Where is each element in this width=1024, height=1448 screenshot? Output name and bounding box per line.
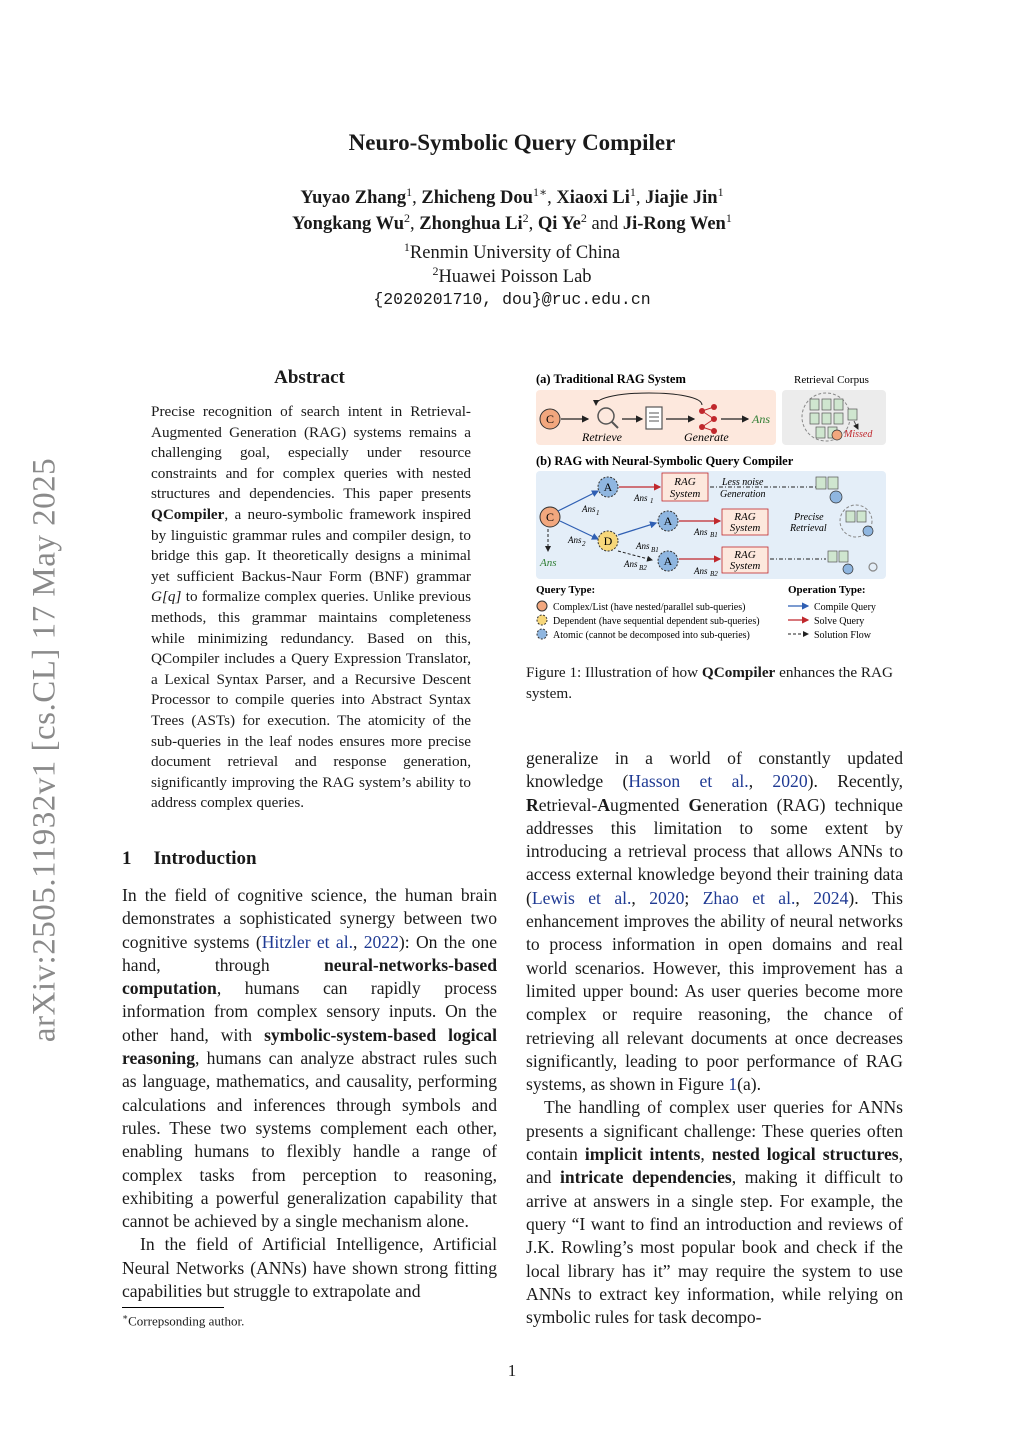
author-name: Qi Ye [537, 214, 581, 234]
citation-link[interactable]: 2020 [772, 771, 808, 792]
svg-text:Generation: Generation [720, 489, 766, 500]
answer-label: Ans [752, 412, 770, 426]
authors-line-2: Yongkang Wu$^2$, Zhonghua Li$^2$, Qi Ye$^2$ and Ji-Rong Wen$^1$ [292, 210, 732, 234]
intro-paragraph-1: In the field of cognitive science, the human brain demonstrates a sophisticated synergy between two cognitive systems (Hitzler et al., 2022): On the one hand, through neural-networks-based computation, humans can rapidly process information from complex sensory inputs. On the other hand, with symbolic-system-based logical reasoning, humans can analyze abstract rules such as language, mathematics, and causality, performing calculations and inferences through symbols and rules. These two systems complement each other, enabling humans to flexibly handle a range of complex tasks from perception to reasoning, exhibiting a powerful generalization capability that cannot be achieved by a single mechanism alone. [122, 885, 497, 1232]
authors-line-1: Yuyao Zhang$^1$, Zhicheng Dou$^{1∗}$, Xiaoxi Li$^1$, Jiajie Jin$^1$ [300, 184, 724, 208]
svg-text:Ans: Ans [636, 541, 650, 551]
svg-text:Retrieval: Retrieval [790, 523, 827, 534]
retrieval-corpus-label: Retrieval Corpus [794, 374, 869, 386]
legend-solve: Solve Query [814, 616, 865, 627]
author-name: Xiaoxi Li [556, 188, 630, 208]
legend-flow: Solution Flow [814, 630, 871, 641]
author-email: {2020201710, dou}@ruc.edu.cn [373, 290, 651, 309]
legend-dependent: Dependent (have sequential dependent sub-queries) [553, 616, 760, 627]
svg-text:B2: B2 [639, 564, 647, 572]
section-heading-introduction: 1 Introduction [122, 848, 257, 869]
node-label: C [545, 412, 555, 426]
figure-1-diagram [526, 369, 906, 644]
abstract-heading: Abstract [274, 367, 345, 388]
citation-link[interactable]: 2024 [813, 887, 849, 908]
arxiv-identifier: arXiv:2505.11932v1 [cs.CL] 17 May 2025 [26, 457, 63, 1043]
right-paragraph-2: The handling of complex user queries for ANNs presents a significant challenge: These queries often contain implicit intents, nested logical structures, and intricate dependencies, making it difficult to arrive at answers in a single step. For example, the query “I want to find an introduction and reviews of J.K. Rowling’s most popular book and check if the local library has it” may require the system to use ANNs to extract key information, while relying on symbolic rules for task decompo- [526, 1097, 904, 1328]
intro-left-column [122, 884, 497, 1303]
svg-text:A: A [663, 514, 673, 528]
abstract-body: Precise recognition of search intent in Retrieval-Augmented Generation (RAG) systems remains a challenging goal, especially under resource constraints and for complex queries with nested structures and dependencies. This paper presents QCompiler, a neuro-symbolic framework inspired by linguistic grammar rules and compiler design, to bridge this gap. It theoretically designs a minimal yet sufficient Backus-Naur Form (BNF) grammar G[q] to formalize complex queries. Unlike previous methods, this grammar maintains completeness while minimizing redundancy. Based on this, QCompiler includes a Query Expression Translator, a Lexical Syntax Parser, and a Recursive Descent Processor to compile queries into Abstract Syntax Trees (ASTs) for execution. The atomicity of the sub-queries in the leaf nodes ensures more precise document retrieval and response generation, significantly improving the RAG system’s ability to address complex queries. [151, 403, 471, 812]
intro-right-column [526, 747, 903, 1329]
svg-text:C: C [545, 510, 555, 524]
legend-atomic: Atomic (cannot be decomposed into sub-queries) [553, 630, 750, 641]
citation-link[interactable]: 2020 [649, 887, 685, 908]
svg-text:B2: B2 [710, 570, 718, 578]
svg-text:Ans: Ans [694, 527, 708, 537]
svg-text:A: A [663, 554, 673, 568]
affiliation-2: $^2$Huawei Poisson Lab [432, 264, 592, 288]
page-number: 1 [507, 1361, 517, 1380]
legend-compile: Compile Query [814, 602, 876, 613]
svg-text:System: System [729, 522, 761, 534]
footnote-rule [122, 1307, 224, 1308]
citation-link[interactable]: Hasson et al. [628, 771, 749, 792]
citation-link[interactable]: Lewis et al. [531, 887, 632, 908]
author-name: Ji-Rong Wen [622, 214, 726, 234]
author-name: Jiajie Jin [645, 188, 718, 208]
citation-link[interactable]: Zhao et al. [702, 887, 796, 908]
svg-text:Precise: Precise [794, 512, 824, 523]
svg-text:Ans: Ans [694, 566, 708, 576]
legend-complex: Complex/List (have nested/parallel sub-queries) [553, 602, 746, 613]
author-name: Yuyao Zhang [300, 188, 407, 208]
arxiv-sidebar [10, 440, 80, 1060]
panel-a-title: (a) Traditional RAG System [536, 372, 686, 386]
citation-link[interactable]: 2022 [363, 931, 399, 952]
svg-text:Ans: Ans [624, 559, 638, 569]
svg-text:System: System [729, 560, 761, 572]
svg-text:RAG: RAG [674, 476, 696, 488]
svg-text:1: 1 [596, 509, 600, 517]
svg-text:System: System [669, 488, 701, 500]
author-name: Zhonghua Li [419, 214, 523, 234]
figure-1 [526, 369, 906, 644]
svg-text:Ans: Ans [568, 535, 582, 545]
svg-text:RAG: RAG [734, 549, 756, 561]
svg-text:Less noise: Less noise [722, 477, 764, 488]
svg-text:Ans: Ans [540, 557, 557, 569]
generate-label: Generate [684, 430, 729, 444]
document-icon [646, 407, 662, 429]
intro-paragraph-2: In the field of Artificial Intelligence, Artificial Neural Networks (ANNs) have shown strong fitting capabilities but struggle to extrapolate and [122, 1234, 497, 1302]
svg-text:1: 1 [650, 497, 654, 505]
svg-text:D: D [603, 534, 613, 548]
right-paragraph-1: generalize in a world of constantly updated knowledge (Hasson et al., 2020). Recently, Retrieval-Augmented Generation (RAG) technique addresses this limitation to some extent by introducing a retrieval process that allows ANNs to access external knowledge beyond their training data (Lewis et al., 2020; Zhao et al., 2024). This enhancement improves the ability of neural networks to process information in open domains and real world scenarios. However, this improvement has a limited upper bound: As user queries become more complex or require reasoning, the chance of retrieving all relevant documents at once decreases significantly, leading to poor performance of RAG systems, as shown in Figure 1(a). [526, 748, 903, 1095]
svg-text:B1: B1 [710, 531, 718, 539]
svg-text:A: A [603, 480, 613, 494]
legend-operation-type: Operation Type: [788, 584, 866, 596]
svg-text:RAG: RAG [734, 511, 756, 523]
paper-title: Neuro-Symbolic Query Compiler [348, 130, 676, 155]
panel-b-title: (b) RAG with Neural-Symbolic Query Compiler [536, 454, 794, 468]
citation-link[interactable]: Hitzler et al. [261, 931, 353, 952]
author-name: Yongkang Wu [292, 214, 405, 234]
svg-text:Ans: Ans [634, 493, 648, 503]
missed-label: Missed [844, 429, 873, 440]
affiliation-1: $^1$Renmin University of China [403, 240, 621, 264]
svg-text:2: 2 [582, 540, 586, 548]
author-name: Zhicheng Dou [421, 188, 533, 208]
legend-query-type: Query Type: [536, 584, 596, 596]
figure-caption: Figure 1: Illustration of how QCompiler enhances the RAG system. [526, 664, 893, 702]
figure-reference-link[interactable]: 1 [728, 1074, 738, 1095]
retrieve-label: Retrieve [582, 430, 622, 444]
svg-text:B1: B1 [651, 546, 659, 554]
footnote: ∗Correpsonding author. [122, 1312, 245, 1329]
svg-text:Ans: Ans [582, 504, 596, 514]
